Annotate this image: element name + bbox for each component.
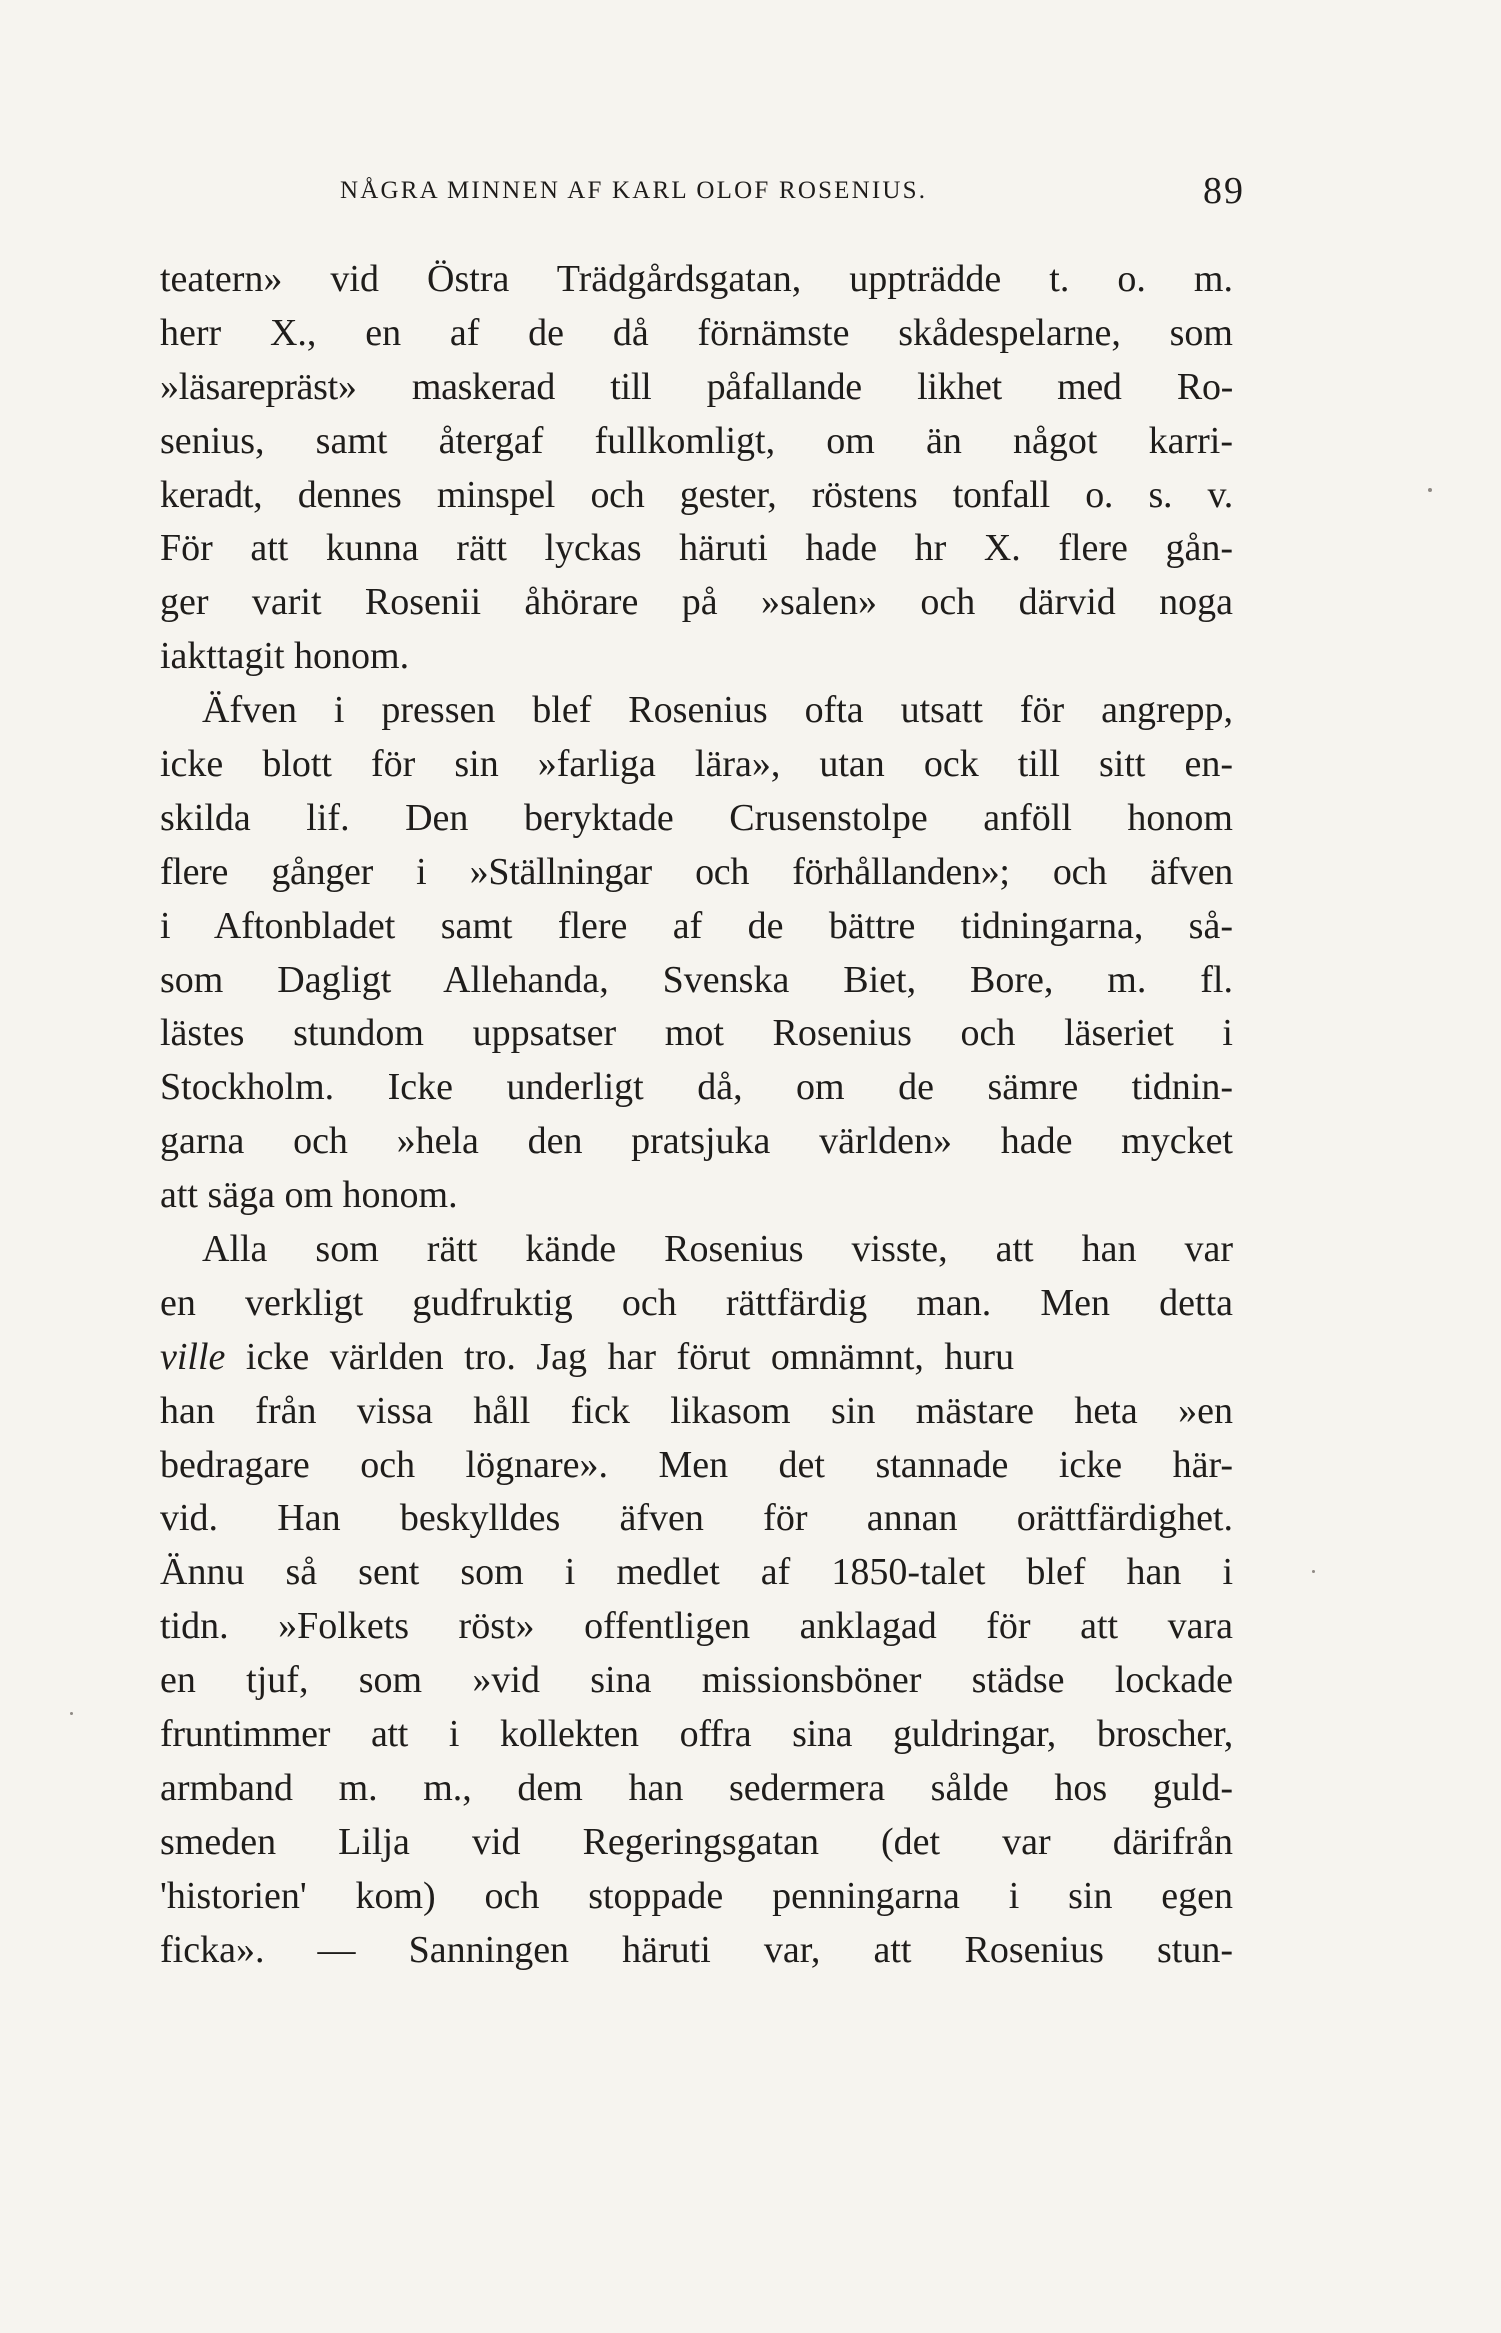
text-line: Stockholm. Icke underligt då, om de sämre tidnin- [160,1066,1233,1109]
text-line: icke blott för sin »farliga lära», utan ock till sitt en- [160,743,1233,786]
text-line: senius, samt återgaf fullkomligt, om än något karri- [160,419,1233,462]
paper-speck [70,1712,73,1715]
text-line [160,1331,1233,1385]
paper-speck [1428,488,1432,492]
text-line: ficka». — Sanningen häruti var, att Rosenius stun- [160,1928,1233,1971]
paper-speck [1312,1570,1315,1573]
text-line: smeden Lilja vid Regeringsgatan (det var därifrån [160,1820,1233,1863]
running-title: NÅGRA MINNEN AF KARL OLOF ROSENIUS. [340,177,928,204]
text-line: tidn. »Folkets röst» offentligen anklagad för att vara [160,1605,1233,1648]
text-line: Ännu så sent som i medlet af 1850-talet blef han i [160,1551,1233,1594]
text-line: För att kunna rätt lyckas häruti hade hr X. flere gån- [160,527,1233,570]
page-number: 89 [1203,170,1245,212]
text-line: Alla som rätt kände Rosenius visste, att han var [202,1228,1233,1271]
text-line: Äfven i pressen blef Rosenius ofta utsatt för angrepp, [202,689,1233,732]
text-line: en tjuf, som »vid sina missionsböner städse lockade [160,1659,1233,1702]
text-line: keradt, dennes minspel och gester, röstens tonfall o. s. v. [160,473,1233,516]
text-line: iakttagit honom. [160,635,410,678]
text-line: garna och »hela den pratsjuka världen» hade mycket [160,1120,1233,1163]
text-line: »läsarepräst» maskerad till påfallande likhet med Ro- [160,365,1233,408]
body-text [160,253,1233,1978]
text-line: fruntimmer att i kollekten offra sina guldringar, broscher, [160,1713,1233,1756]
text-line: vid. Han beskylldes äfven för annan orättfärdighet. [160,1497,1233,1540]
text-line: ger varit Rosenii åhörare på »salen» och därvid noga [160,581,1233,624]
text-line: att säga om honom. [160,1174,458,1217]
running-head [160,166,1245,216]
italic-emphasis: ville [160,1335,226,1378]
text-line-rest: icke världen tro. Jag har förut omnämnt, huru [225,1335,1015,1378]
text-line: som Dagligt Allehanda, Svenska Biet, Bore, m. fl. [160,958,1233,1001]
text-line: flere gånger i »Ställningar och förhållanden»; och äfven [160,850,1233,893]
text-line: 'historien' kom) och stoppade penningarna i sin egen [160,1874,1233,1917]
text-line: i Aftonbladet samt flere af de bättre tidningarna, så- [160,904,1233,947]
text-line: lästes stundom uppsatser mot Rosenius och läseriet i [160,1012,1233,1055]
text-line: herr X., en af de då förnämste skådespelarne, som [160,311,1233,354]
text-line: teatern» vid Östra Trädgårdsgatan, uppträdde t. o. m. [160,258,1233,300]
text-line: skilda lif. Den beryktade Crusenstolpe anföll honom [160,796,1233,839]
text-line: han från vissa håll fick likasom sin mästare heta »en [160,1389,1233,1432]
text-line: en verkligt gudfruktig och rättfärdig man. Men detta [160,1281,1233,1324]
text-line: armband m. m., dem han sedermera sålde hos guld- [160,1766,1233,1809]
text-line: bedragare och lögnare». Men det stannade icke här- [160,1443,1233,1486]
